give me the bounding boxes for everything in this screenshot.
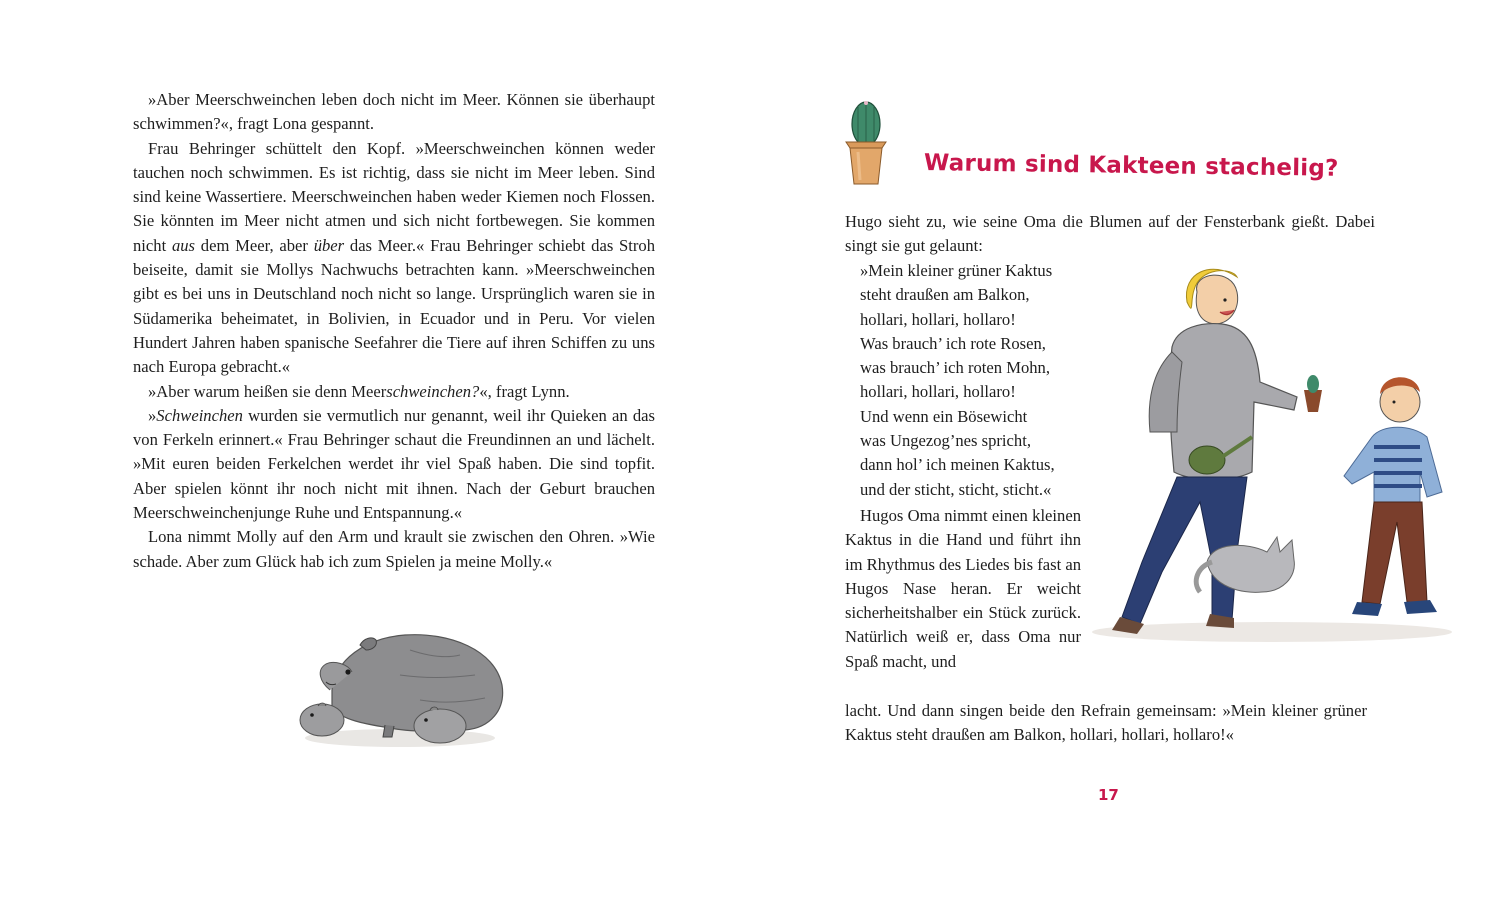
wrapped-paragraph	[845, 504, 1081, 674]
cactus-icon	[838, 98, 894, 188]
closing-text: lacht. Und dann singen beide den Refrain gemeinsam: »Mein kleiner grüner Kaktus steht draußen am Balkon, hollari, hollari, hollaro!«	[845, 701, 1367, 745]
poem-line: hollari, hollari, hollaro!	[860, 309, 1016, 329]
guinea-pig-illustration	[290, 620, 510, 755]
poem-line: was brauch’ ich roten Mohn,	[860, 358, 1051, 378]
poem-line: Was brauch’ ich rote Rosen,	[860, 333, 1046, 353]
paragraph-p5: Lona nimmt Molly auf den Arm und krault sie zwischen den Ohren. »Wie schade. Aber zum Glück hab ich zum Spielen ja meine Molly.«	[133, 527, 655, 571]
page-number: 17	[1098, 786, 1119, 804]
paragraph-p1: »Aber Meerschweinchen leben doch nicht im Meer. Können sie überhaupt schwimmen?«, fragt Lona gespannt.	[133, 90, 655, 134]
closing-paragraph	[845, 699, 1367, 748]
left-page-text	[133, 88, 655, 574]
song-poem	[860, 259, 1100, 502]
wrapped-text: Hugos Oma nimmt einen kleinen Kaktus in die Hand und führt ihn im Rhythmus des Liedes bis fast an Hugos Nase heran. Er weicht sicherheitshalber ein Stück zurück. Natürlich weiß er, dass Oma nur Spaß macht, und	[845, 506, 1081, 671]
grandma-and-boy-illustration	[1082, 262, 1457, 647]
paragraph-p2: Frau Behringer schüttelt den Kopf. »Meerschweinchen können weder tauchen noch schwimmen. Es ist richtig, dass sie nicht im Meer leben. Sind sind keine Wassertiere. Meerschweinchen haben weder Kiemen noch Flossen. Sie könnten im Meer nicht atmen und sich nicht fortbewegen. Sie kommen nicht aus dem Meer, aber über das Meer.« Frau Behringer schiebt das Stroh beiseite, damit sie Mollys Nachwuchs betrachten kann. »Meerschweinchen gibt es bei uns in Deutschland noch nicht so lange. Ursprünglich waren sie in Südamerika beheimatet, in Bolivien, in Ecuador und in Peru. Vor vielen Hundert Jahren haben spanische Seefahrer die Tiere auf ihren Schiffen zu uns nach Europa gebracht.«	[133, 138, 656, 377]
poem-line: »Mein kleiner grüner Kaktus	[860, 261, 1053, 280]
intro-paragraph	[845, 210, 1375, 259]
poem-line: Und wenn ein Bösewicht	[860, 406, 1028, 426]
poem-line: was Ungezog’nes spricht,	[860, 431, 1031, 451]
poem-line: steht draußen am Balkon,	[860, 285, 1030, 305]
intro-text: Hugo sieht zu, wie seine Oma die Blumen auf der Fensterbank gießt. Dabei singt sie gut gelaunt:	[845, 212, 1375, 256]
poem-line: hollari, hollari, hollaro!	[860, 382, 1016, 402]
poem-line: dann hol’ ich meinen Kaktus,	[860, 455, 1055, 475]
paragraph-p4: »Schweinchen wurden sie vermutlich nur genannt, weil ihr Quieken an das von Ferkeln erinnert.« Frau Behringer schaut die Freundinnen an und lächelt. »Mit euren beiden Ferkelchen werdet ihr viel Spaß haben. Die sind topfit. Aber spielen könnt ihr noch nicht mit ihnen. Nach der Geburt brauchen Meerschweinchenjunge Ruhe und Entspannung.«	[133, 405, 655, 523]
paragraph-p3: »Aber warum heißen sie denn Meerschweinchen?«, fragt Lynn.	[148, 381, 570, 401]
poem-line: und der sticht, sticht, sticht.«	[860, 479, 1052, 499]
section-heading: Warum sind Kakteen stachelig?	[923, 150, 1339, 182]
